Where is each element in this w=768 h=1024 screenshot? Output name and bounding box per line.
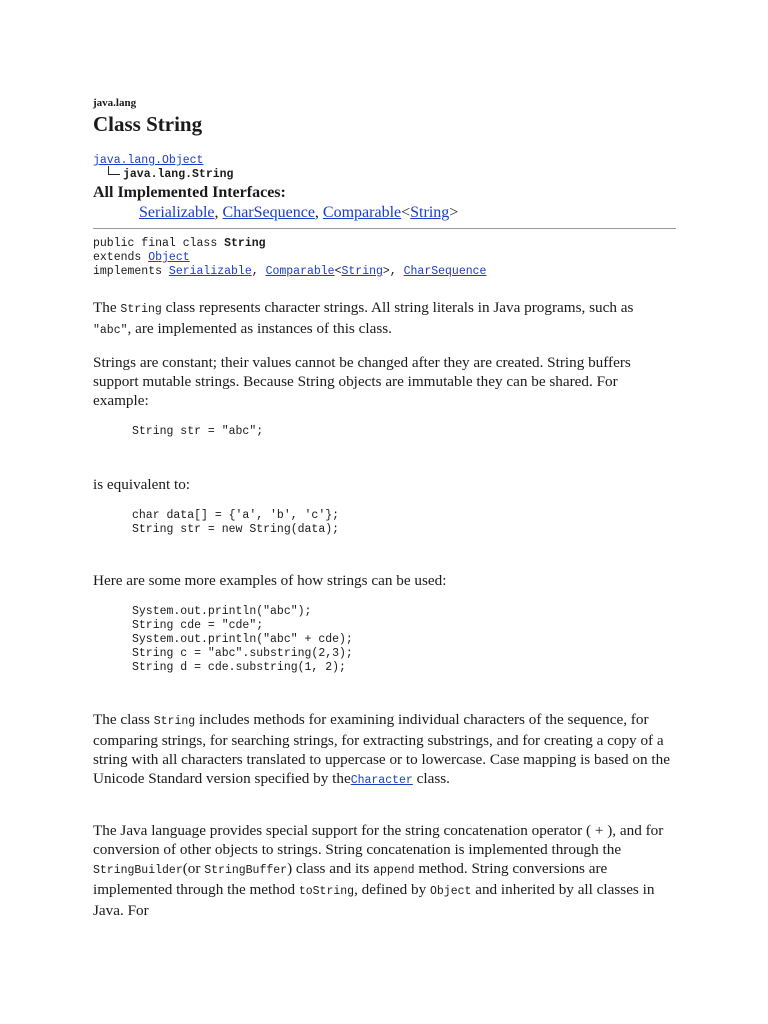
page-title: Class String: [93, 112, 203, 136]
interfaces-heading: All Implemented Interfaces:: [93, 184, 286, 201]
hierarchy-child: java.lang.String: [108, 168, 233, 181]
class-declaration: public final class String extends Object implements Serializable, Comparable<String>, CharSequence: [93, 237, 487, 278]
implements-serializable-link[interactable]: Serializable: [168, 265, 252, 278]
tree-connector-icon: [108, 166, 120, 175]
implements-charsequence-link[interactable]: CharSequence: [403, 265, 487, 278]
interface-link-string[interactable]: String: [410, 204, 450, 221]
implements-comparable-link[interactable]: Comparable: [265, 265, 335, 278]
code-example-3: System.out.println("abc"); String cde = "cde"; System.out.println("abc" + cde); String c = "abc".substring(2,3); String d = cde.substring(1, 2);: [132, 605, 353, 674]
paragraph-immutable: Strings are constant; their values cannot be changed after they are created. String buffers support mutable strings. Because String objects are immutable they can be shared. For example:: [93, 354, 631, 409]
package-name: java.lang: [93, 97, 137, 109]
paragraph-equivalent: is equivalent to:: [93, 476, 191, 493]
divider: [93, 228, 676, 229]
paragraph-intro: The String class represents character strings. All string literals in Java programs, such as "abc", are implemented as instances of this class.: [93, 299, 634, 337]
interface-link-serializable[interactable]: Serializable: [139, 204, 215, 221]
implements-string-link[interactable]: String: [341, 265, 383, 278]
paragraph-more-examples: Here are some more examples of how strings can be used:: [93, 572, 447, 589]
interfaces-list: Serializable, CharSequence, Comparable<String>: [139, 204, 459, 221]
extends-object-link[interactable]: Object: [148, 251, 190, 264]
character-link[interactable]: Character: [350, 774, 413, 787]
interface-link-comparable[interactable]: Comparable: [322, 204, 402, 221]
code-example-2: char data[] = {'a', 'b', 'c'}; String str = new String(data);: [132, 509, 340, 536]
paragraph-methods: The class String includes methods for examining individual characters of the sequence, for comparing strings, for searching strings, for extracting substrings, and for creating a copy of a string with all characters translated to uppercase or to lowercase. Case mapping is based on the Unicode Standard version specified by theCharacter class.: [93, 711, 670, 787]
paragraph-concatenation: The Java language provides special support for the string concatenation operator ( + ), and for conversion of other objects to strings. String concatenation is implemented through the StringBuilder(or StringBuffer) class and its append method. String conversions are implemented through the method toString, defined by Object and inherited by all classes in Java. For: [93, 822, 664, 919]
interface-link-charsequence[interactable]: CharSequence: [222, 204, 315, 221]
hierarchy-parent-link[interactable]: java.lang.Object: [93, 154, 204, 167]
code-example-1: String str = "abc";: [132, 425, 264, 438]
